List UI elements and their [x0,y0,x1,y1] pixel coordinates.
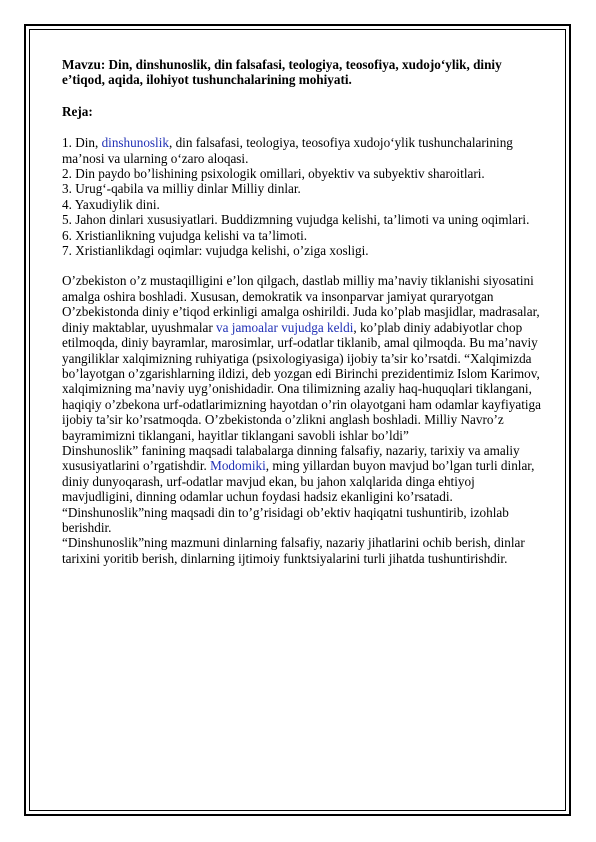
paragraph-1 [62,273,542,442]
plan-item-5: 5. Jahon dinlari xususiyatlari. Buddizmning vujudga kelishi, ta’limoti va uning oqimlari. [62,212,530,228]
plan-item-6: 6. Xristianlikning vujudga kelishi va ta’limoti. [62,227,308,243]
plan-item-1 [62,135,542,166]
plan-item-4: 4. Yaxudiylik dini. [62,196,160,212]
dinshunoslik-link[interactable]: dinshunoslik [101,135,169,151]
plan-item-7: 7. Xristianlikdagi oqimlar: vujudga kelishi, o’ziga xosligi. [62,243,369,259]
paragraph-2-start: Dinshunoslik” fanining maqsadi talabalarga dinning falsafiy, nazariy, tarixiy va amaliy xususiyatlarini o’rgatishdir. [62,442,520,474]
paragraph-3: “Dinshunoslik”ning mazmuni dinlarning falsafiy, nazariy jihatlarini ochib berish, dinlar tarixini yoritib berish, dinlarning ijtimoiy funktsiyalarini turli jihatda tushuntirishdir. [62,535,525,566]
plan-list [62,135,542,258]
document-title: Mavzu: Din, dinshunoslik, din falsafasi, teologiya, teosofiya, xudojo‘ylik, diniy e’tiqod, aqida, ilohiyot tushunchalarining mohiyati. [62,57,502,88]
body-text [62,273,542,566]
plan-item-1-end: , din falsafasi, teologiya, teosofiya xudojo‘ylik tushunchalarining ma’nosi va ularning o‘zaro aloqasi. [62,135,513,166]
document-body [62,57,542,566]
plan-item-2: 2. Din paydo bo’lishining psixologik omillari, obyektiv va subyektiv sharoitlari. [62,166,485,182]
paragraph-1-end: , ko’plab diniy adabiyotlar chop etilmoqda, diniy bayramlar, marosimlar, urf-odatlar tiklanib, amal qilmoqda. Bu ma’naviy yangiliklar xalqimizning ruhiyatiga (psixologiyasiga) ijobiy ta’sir ko’rsatdi. “Xalqimizda bo’layotgan o’zgarishlarning ildizi, deb yozgan edi Birinchi prezidentimiz Islom Karimov, xalqimizning ma’naviy uyg’onishidadir. Ona tilimizning azaliy haq-huquqlari tiklangani, haqiqiy o’zbekona urf-odatlarimizning hayotdan o’rin olayotgani ham odamlar kayfiyatiga ijobiy ta’sir ko’rsatmoqda. O’zbekistonda o’zlikni anglash boshladi. Milliy Navro’z bayramimizni tiklangani, hayitlar tiklangani savobli ishlar bo’ldi” [62,319,541,443]
modomiki-link[interactable]: Modomiki [210,458,266,474]
paragraph-2 [62,443,542,535]
jamoalar-link[interactable]: va jamoalar vujudga keldi [216,319,354,335]
plan-item-3: 3. Urug‘-qabila va milliy dinlar Milliy dinlar. [62,181,301,197]
paragraph-2-end: , ming yillardan buyon mavjud bo’lgan turli dinlar, diniy dunyoqarash, urf-odatlar mavjud ekan, bu jahon xalqlarida dinga ehtiyoj mavjudligini, dinning odamlar uchun foydasi hadsiz ekanligini ko’rsatadi. “Dinshunoslik”ning maqsadi din to’g’risidagi ob’ektiv haqiqatni tushuntirib, izohlab berishdir. [62,458,535,535]
paragraph-1-start: O’zbekiston o’z mustaqilligini e’lon qilgach, dastlab milliy ma’naviy tiklanishi siyosatini amalga oshira boshladi. Xususan, demokratik va insonparvar jamiyat quraryotgan O’zbekistonda diniy e’tiqod erkinligi amalga oshirildi. Juda ko’plab masjidlar, madrasalar, diniy maktablar, uyushmalar [62,273,540,335]
plan-item-1-start: 1. Din, [62,135,102,151]
plan-heading: Reja: [62,103,93,119]
